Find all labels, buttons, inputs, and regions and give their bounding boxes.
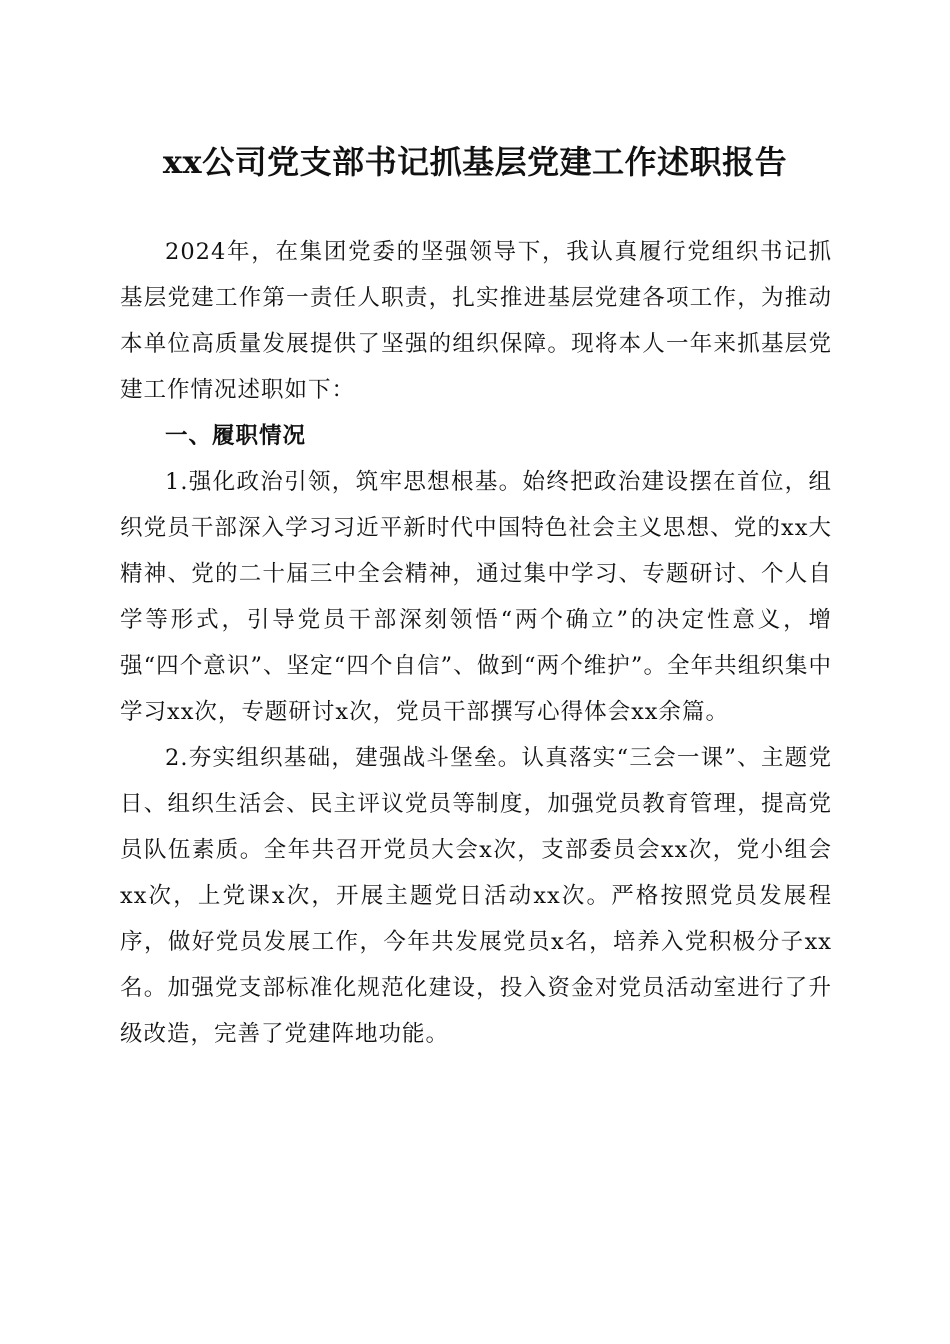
document-title: xx公司党支部书记抓基层党建工作述职报告 xyxy=(162,143,788,181)
paragraph-item-1: 1.强化政治引领，筑牢思想根基。始终把政治建设摆在首位，组织党员干部深入学习习近平新时代中国特色社会主义思想、党的xx大精神、党的二十届三中全会精神，通过集中学习、专题研讨、个人自学等形式，引导党员干部深刻领悟“两个确立”的决定性意义，增强“四个意识”、坚定“四个自信”、做到“两个维护”。全年共组织集中学习xx次，专题研讨x次，党员干部撰写心得体会xx余篇。 xyxy=(120,469,832,725)
document-body xyxy=(120,229,832,1057)
paragraph-item-2: 2.夯实组织基础，建强战斗堡垒。认真落实“三会一课”、主题党日、组织生活会、民主评议党员等制度，加强党员教育管理，提高党员队伍素质。全年共召开党员大会x次，支部委员会xx次，党小组会xx次，上党课x次，开展主题党日活动xx次。严格按照党员发展程序，做好党员发展工作，今年共发展党员x名，培养入党积极分子xx名。加强党支部标准化规范化建设，投入资金对党员活动室进行了升级改造，完善了党建阵地功能。 xyxy=(120,745,832,1047)
section-heading-performance: 一、履职情况 xyxy=(165,423,307,449)
intro-paragraph: 2024年，在集团党委的坚强领导下，我认真履行党组织书记抓基层党建工作第一责任人职责，扎实推进基层党建各项工作，为推动本单位高质量发展提供了坚强的组织保障。现将本人一年来抓基层党建工作情况述职如下： xyxy=(120,239,832,403)
